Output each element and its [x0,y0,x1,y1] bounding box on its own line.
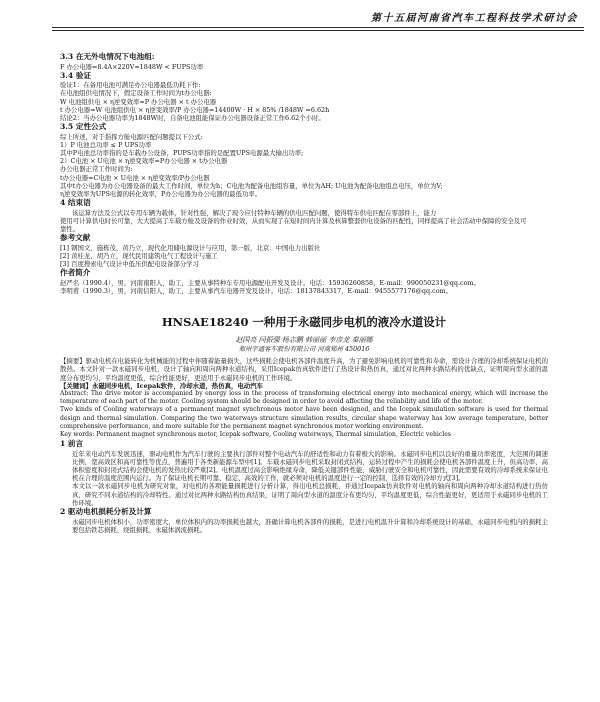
formula: 1）P 电池总功率 ≤ P UPS功率 [60,140,152,149]
reference-item: [3] 百度搜索电气设计中低压供配电设备部分学习 [60,260,199,269]
text-line: 综上所述，对于指挥方舱电源匹配问题提以下公式: [60,132,203,141]
text-line: 办公电器正常工作时间为: [60,165,133,174]
formula: t办公电器=C电池 × U电池 × η逆变效率/P办公电器 [60,173,210,182]
article-title-block [60,315,548,354]
section-heading: 3.3 在无外电情况下电池组: [60,52,155,61]
text-line: η逆变效率为UPS电源的转化效率，P办公电器为办公电器的最低功率。 [60,189,262,198]
conference-title: 第十五届河南省汽车工程科技学术研讨会 [371,13,578,24]
keywords-en: Key words: Permanent magnet synchronous motor, Icepak software, Cooling waterways, Thermal simulation, Electric vehicles [60,430,451,438]
references-heading: 参考文献 [60,233,91,243]
formula: t 办公电器=W 电池组供电 × η逆变效率/P 办公电器=14400W · H × 85% /1848W =6.62h [60,105,330,114]
abstract-en-2: Two kinds of Cooling waterways of a permanent magnet synchronous motor have been designed, and the Icepak simulation software is used for thermal design and thermal simulation. Comparing the two waterways structure simulation results, circular shape waterway has low average temperature, better comprehensive performance, and more suitable for the permanent magnet synchronous motor working environment. [60,406,548,430]
abstract-cn: 【摘要】驱动电机在电能转化为机械能的过程中伴随着能量损失，这些损耗会使电机各部件温度升高，为了避免影响电机的可靠性和寿命，需设计合理的冷却系统保证电机的散热。本文针对一款永磁同步电机，设计了轴向和周向两种水道结构，采用Icepak仿真软件进行了热设计和热仿真，通过对比两种水路结构的优缺点，证明周向型水道的温度分布更均匀，平均温度更低，综合性能更好，更适用于永磁同步电机的工作环境。 [60,357,548,382]
reference-item: [2] 黄桂龙，胡乃立，现代民用建筑电气工程设计与施工 [60,251,219,260]
formula: 2）C电池 × U电池 × η逆变效率=P办公电器 × t办公电器 [60,157,228,166]
text-line: 结论2：当办公电器功率为1848W时，自备电池组能保证办公电器设备正常工作6.62个小时。 [60,113,325,122]
article-title: HNSAE18240 一种用于永磁同步电机的液冷水道设计 [161,315,447,330]
author-bio: 赵严名（1990.4），男，河南南阳人，助工，主要从事特种车专用电源配电开发及设计。电话：15936260858，E-mail：990050231@qq.com。 [60,278,480,287]
formula: W 电池组供电 × η逆变效率=P 办公电器 × t 办公电器 [60,97,217,106]
abstract-en-1: Abstract: The drive motor is accompanied by energy loss in the process of transforming electrical energy into mechanical energy, which will increase the temperature of each part of the motor. Cooling system should be designed in order to avoid affecting the reliability and life of the motor. [60,389,548,406]
section-heading: 3.4 验证 [60,70,92,80]
text-line: 该运算方法及公式以专用车辆为载体，针对性强，解决了现今应付特种车辆的供电匹配问题，使得特车供电匹配在零部件上，能力 [72,208,437,217]
section2-paragraph: 永磁同步电机体积小，功率密度大，单位体积内的功率损耗也越大，准确计算电机各部件的损耗，是进行电机温升计算和冷却系统设计的基础，永磁同步电机内的损耗主要包括铁芯损耗、绕组损耗、永磁体涡流损耗。 [72,517,548,534]
section-heading: 4 结束语 [60,198,91,208]
intro-paragraph-2: 本文以一款永磁同步电机为研究对象，对电机的各项能量损耗进行分析计算，得出电机总损耗，并通过Icepak仿真软件对电机的轴向和周向两种冷却水道结构进行热仿真，研究不同水道结构的冷却特性。通过对比两种水路结构仿真结果，证明了周向型水道的温度分布更均匀，平均温度更低，综合性能更好，更适用于永磁同步电机的工作环境。 [72,482,548,507]
article-authors: 赵国亮 闫振强 杨志鹏 韩丽丽 李彦龙 秦丽娜 [235,336,373,345]
text-line: 使用可计算供电时长可靠，大大提高了车载方舱及设备的作业时效，从而实现了在短时间内计算及核算整套供电设备的匹配性，同样提高了社会活动中保障的安全及可 [60,216,527,225]
page-body [60,52,548,534]
text-line: F 办公电器=8.4A×220V=1848W < FUPS功率 [60,62,204,71]
intro-heading: 1 前言 [60,439,84,449]
intro-paragraph-1: 近年来电动汽车发展迅速，驱动电机作为汽车行驶的主要执行部件对整个电动汽车的舒适性和动力有着极大的影响。永磁同步电机以良好的重量功率密度，大范围的调速比例，宽高效区和高可靠性等优点，普遍用于各类新能源车型中[1]。车载永磁同步电机采取封闭式结构，运转过程中产生的损耗会使电机各部件温度上升，但高功率、高体积密度和封闭式结构会使电机的发热比较严重[2]。电机温度过高会影响绝缘寿命，降低关键部件性能，威胁行驶安全和电机可靠性，因此需要有效的冷却系统来保证电机在合理的温度范围内运行。为了保证电机长期可靠、稳定、高效的工作，就必须对电机的温度进行一定的控制，选择有效的冷却方式[3]。 [72,449,548,483]
article-affiliation: 郑州宇通客车股份有限公司 河南郑州 450016 [238,345,370,354]
section2-heading: 2 驱动电机损耗分析及计算 [60,507,152,517]
text-line: 靠性。 [60,225,80,233]
reference-item: [1] 钢国文，施栋茂，黄乃立，现代化用储电源设计与应用，第一版，北京：中国电力出版社 [60,243,321,252]
previous-paper-ending [60,52,548,295]
text-line: 在电池组供电情况下，假定设备工作时间为t办公电器: [60,89,212,98]
text-line: 其中P电池总功率指的是车载办公设备，PUPS功率指的是配置UPS电源最大输出功率; [60,149,304,157]
page-header [0,0,600,30]
header-rule [52,27,584,31]
text-line: 验证1：在备用电池可满足办公电器最低功耗下作: [60,81,201,90]
author-bio-heading: 作者简介 [60,268,91,278]
section-heading: 3.5 定性公式 [60,122,107,132]
text-line: 其中t办公电器为办公电器设备的最大工作时间，单位为h；C电池为配备电池组容量，单位为AH; U电池为配备电池组总电压，单位为V; [60,181,443,190]
keywords-cn: 【关键词】永磁同步电机，Icepak软件，冷却水道，热仿真，电动汽车 [60,381,263,390]
author-bio: 李明甫（1990.3），男，河南信阳人，助工，主要从事汽车电器开发及设计。电话：18137843317，E-mail：9455577176@qq.com。 [60,286,452,295]
